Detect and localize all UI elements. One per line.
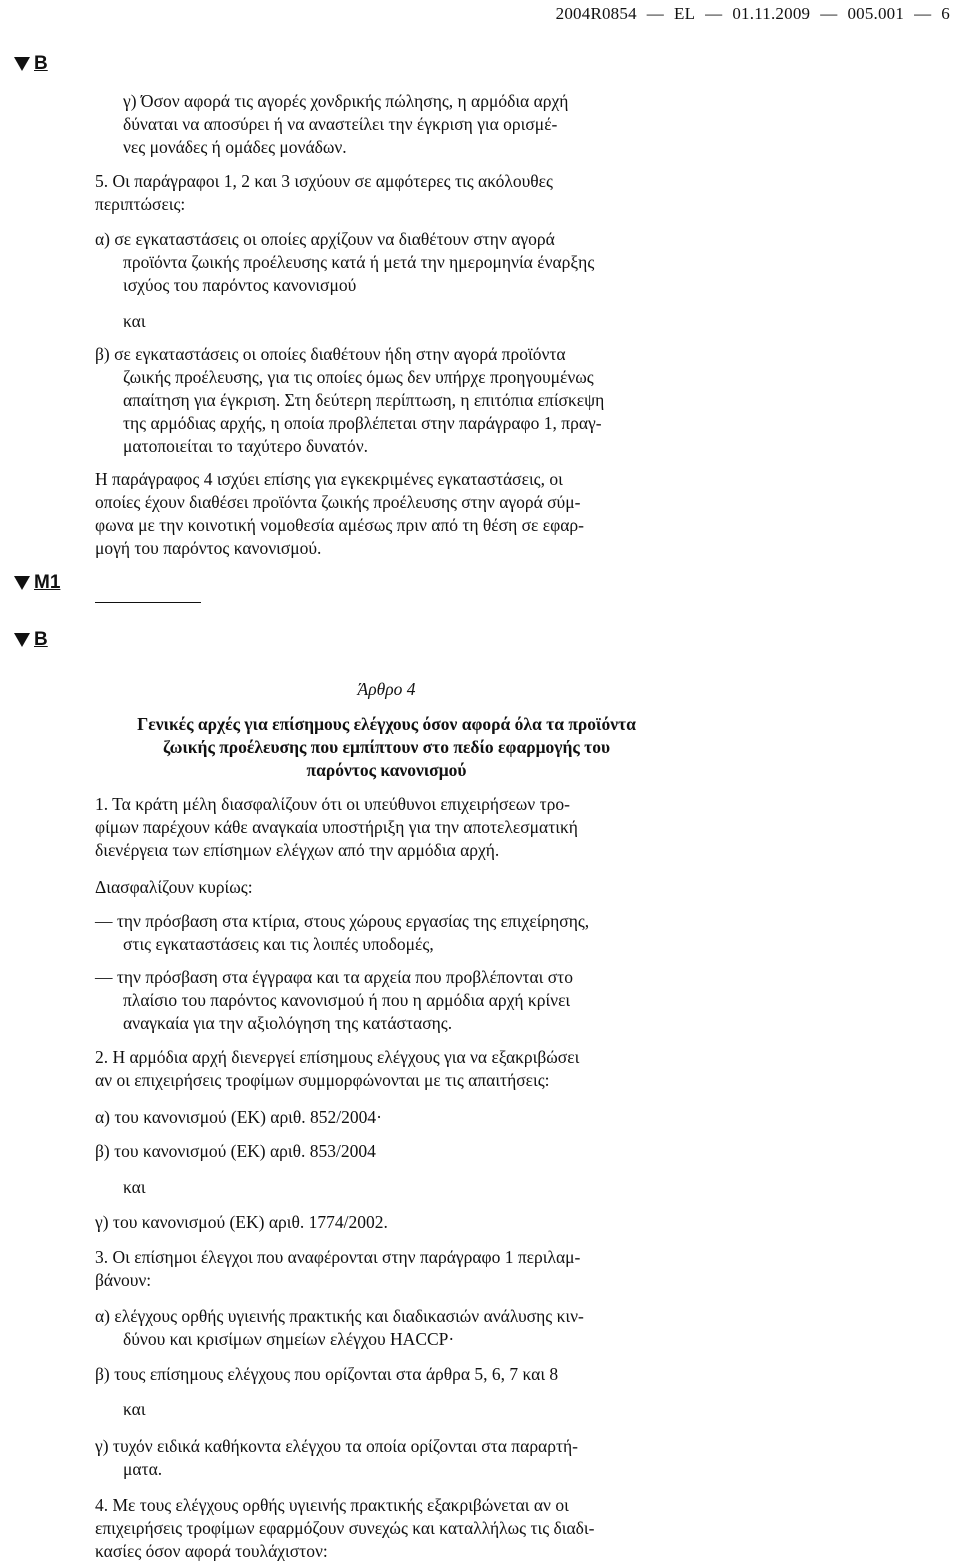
doc-lang: EL — [673, 4, 696, 23]
list-item: γ) του κανονισμού (ΕΚ) αριθ. 1774/2002. — [95, 1212, 388, 1232]
article-heading: Γενικές αρχές για επίσημους ελέγχους όσον αφορά όλα τα προϊόντα ζωικής προέλευσης που εμπίπτουν στο πεδίο εφαρμογής του παρόντος κανονισμού — [137, 714, 636, 780]
paragraph-g: γ) Όσον αφορά τις αγορές χονδρικής πώλησης, η αρμόδια αρχή δύναται να αποσύρει ή να αναστείλει την έγκριση για ορισμέ- νες μονάδες ή ομάδες μονάδων. — [123, 91, 569, 157]
triangle-down-icon — [14, 633, 30, 647]
amendment-marker-m1[interactable]: M1 — [14, 571, 60, 594]
list-item: — την πρόσβαση στα κτίρια, στους χώρους εργασίας της επιχείρησης, στις εγκαταστάσεις και τις λοιπές υποδομές, — [95, 911, 590, 954]
list-item: β) τους επίσημους ελέγχους που ορίζονται στα άρθρα 5, 6, 7 και 8 — [95, 1364, 559, 1384]
doc-version: 005.001 — [847, 4, 905, 23]
subparagraph: Διασφαλίζουν κυρίως: — [95, 877, 253, 897]
article-4 — [95, 678, 678, 701]
doc-date: 01.11.2009 — [732, 4, 811, 23]
divider — [95, 602, 201, 603]
conjunction: και — [123, 311, 146, 331]
list-item: α) σε εγκαταστάσεις οι οποίες αρχίζουν να διαθέτουν στην αγορά προϊόντα ζωικής προέλευσης κατά ή μετά την ημερομηνία έναρξης ισχύος του παρόντος κανονισμού — [95, 229, 595, 295]
triangle-down-icon — [14, 576, 30, 590]
list-item: α) ελέγχους ορθής υγιεινής πρακτικής και διαδικασιών ανάλυσης κιν- δύνου και κρισίμων σημείων ελέγχου HACCP· — [95, 1306, 584, 1349]
conjunction: και — [123, 1177, 146, 1197]
paragraph-5: 5. Οι παράγραφοι 1, 2 και 3 ισχύουν σε αμφότερες τις ακόλουθες περιπτώσεις: — [95, 171, 553, 214]
paragraph-last: Η παράγραφος 4 ισχύει επίσης για εγκεκριμένες εγκαταστάσεις, οι οποίες έχουν διαθέσει προϊόντα ζωικής προέλευσης στην αγορά σύμ- φωνα με την κοινοτική νομοθεσία αμέσως πριν από τη θέση σε εφαρ- μογή του παρόντος κανονισμού. — [95, 469, 584, 558]
article-paragraph-2: 2. Η αρμόδια αρχή διενεργεί επίσημους ελέγχους για να εξακριβώσει αν οι επιχειρήσεις τροφίμων συμμορφώνονται με τις απαιτήσεις: — [95, 1047, 580, 1090]
document-body — [95, 90, 678, 159]
triangle-down-icon — [14, 57, 30, 71]
article-paragraph-1: 1. Τα κράτη μέλη διασφαλίζουν ότι οι υπεύθυνοι επιχειρήσεων τρο- φίμων παρέχουν κάθε αναγκαία υποστήριξη για την αποτελεσματική διενέργεια των επίσημων ελέγχων από την αρμόδια αρχή. — [95, 794, 578, 860]
doc-id: 2004R0854 — [555, 4, 637, 23]
amendment-marker-b[interactable]: B — [14, 628, 48, 651]
page-number: 6 — [941, 4, 950, 23]
list-item: β) σε εγκαταστάσεις οι οποίες διαθέτουν ήδη στην αγορά προϊόντα ζωικής προέλευσης, για τις οποίες όμως δεν υπήρχε προηγουμένως απαίτηση για έγκριση. Στη δεύτερη περίπτωση, η επιτόπια επίσκεψη της αρμόδιας αρχής, η οποία προβλέπεται στην παράγραφο 1, πραγ- ματοποιείται το ταχύτερο δυνατόν. — [95, 344, 605, 456]
list-item: β) του κανονισμού (ΕΚ) αριθ. 853/2004 — [95, 1141, 376, 1161]
list-item: α) του κανονισμού (ΕΚ) αριθ. 852/2004· — [95, 1107, 382, 1127]
conjunction: και — [123, 1399, 146, 1419]
article-title: Άρθρο 4 — [357, 679, 416, 699]
page-header: 2004R0854 — EL — 01.11.2009 — 005.001 — 6 — [555, 4, 950, 23]
list-item: — την πρόσβαση στα έγγραφα και τα αρχεία που προβλέπονται στο πλαίσιο του παρόντος κανονισμού ή που η αρμόδια αρχή κρίνει αναγκαία για την αξιολόγηση της κατάστασης. — [95, 967, 573, 1033]
amendment-marker-b[interactable]: B — [14, 52, 48, 75]
deleted-text-rule — [95, 602, 678, 603]
article-paragraph-3: 3. Οι επίσημοι έλεγχοι που αναφέρονται στην παράγραφο 1 περιλαμ- βάνουν: — [95, 1247, 581, 1290]
list-item: γ) τυχόν ειδικά καθήκοντα ελέγχου τα οποία ορίζονται στα παραρτή- ματα. — [95, 1436, 578, 1479]
article-paragraph-4: 4. Με τους ελέγχους ορθής υγιεινής πρακτικής εξακριβώνεται αν οι επιχειρήσεις τροφίμων εφαρμόζουν συνεχώς και καταλλήλως τις διαδι- κασίες όσον αφορά τουλάχιστον: — [95, 1495, 595, 1561]
